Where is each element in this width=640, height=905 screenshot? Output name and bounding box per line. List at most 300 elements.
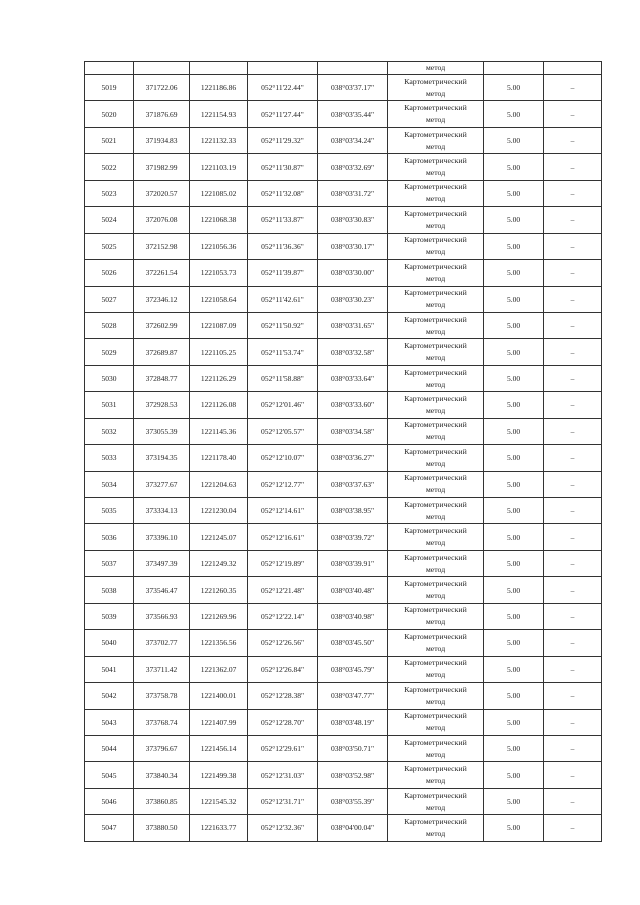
table-row — [85, 630, 602, 656]
cell-lon: 038°03'30.00" — [318, 260, 388, 286]
method-line2: метод — [425, 617, 446, 627]
cell-err: 5.00 — [484, 788, 544, 814]
table-row — [85, 603, 602, 629]
cell-y: 1221249.32 — [190, 550, 248, 576]
cell-id: 5039 — [85, 603, 134, 629]
cell-lat: 052°12'12.77" — [248, 471, 318, 497]
method-line1: Картометрический — [404, 393, 467, 403]
method-line2: метод — [425, 511, 446, 521]
cell-lon: 038°03'30.23" — [318, 286, 388, 312]
method-cell — [388, 577, 484, 603]
method-cell — [388, 524, 484, 550]
cell-lat: 052°11'53.74" — [248, 339, 318, 365]
cell-lat: 052°11'42.61" — [248, 286, 318, 312]
cell-x: 371982.99 — [134, 154, 190, 180]
cell-lon: 038°03'35.44" — [318, 101, 388, 127]
table-row — [85, 260, 602, 286]
cell-id: 5036 — [85, 524, 134, 550]
cell-x: 371722.06 — [134, 75, 190, 101]
cell-err: 5.00 — [484, 577, 544, 603]
method-cell — [388, 392, 484, 418]
cell-lon: 038°03'31.72" — [318, 180, 388, 206]
cell-x: 372602.99 — [134, 312, 190, 338]
method-line2: метод — [425, 247, 446, 257]
cell-lat: 052°12'10.07" — [248, 445, 318, 471]
table-row — [85, 524, 602, 550]
cell-err: 5.00 — [484, 392, 544, 418]
table-row — [85, 207, 602, 233]
cell-err: 5.00 — [484, 762, 544, 788]
cell-lon: 038°03'37.63" — [318, 471, 388, 497]
cell-err: 5.00 — [484, 154, 544, 180]
cell-lat: 052°12'16.61" — [248, 524, 318, 550]
method-line2: метод — [425, 802, 446, 812]
cell-y: 1221056.36 — [190, 233, 248, 259]
table-row — [85, 498, 602, 524]
cell-err: 5.00 — [484, 498, 544, 524]
method-line1: Картометрический — [404, 790, 467, 800]
cell-id: 5022 — [85, 154, 134, 180]
cell — [134, 62, 190, 75]
cell-x: 372020.57 — [134, 180, 190, 206]
cell-note: – — [544, 550, 602, 576]
method-line1: Картометрический — [404, 579, 467, 589]
table-row — [85, 101, 602, 127]
cell-lon: 038°03'34.24" — [318, 127, 388, 153]
cell-y: 1221126.08 — [190, 392, 248, 418]
method-line2: метод — [425, 141, 446, 151]
cell-lat: 052°11'22.44" — [248, 75, 318, 101]
cell-id: 5042 — [85, 683, 134, 709]
cell-lon: 038°03'40.48" — [318, 577, 388, 603]
cell-y: 1221154.93 — [190, 101, 248, 127]
cell-note: – — [544, 365, 602, 391]
cell-lon: 038°03'32.69" — [318, 154, 388, 180]
cell-lon: 038°03'33.64" — [318, 365, 388, 391]
cell-note: – — [544, 207, 602, 233]
cell-err: 5.00 — [484, 207, 544, 233]
cell-x: 373840.34 — [134, 762, 190, 788]
cell-lat: 052°11'27.44" — [248, 101, 318, 127]
method-cell — [388, 471, 484, 497]
method-cell — [388, 445, 484, 471]
cell-err: 5.00 — [484, 180, 544, 206]
method-line1: Картометрический — [404, 129, 467, 139]
cell-lon: 038°03'31.65" — [318, 312, 388, 338]
cell-note: – — [544, 392, 602, 418]
cell-y: 1221053.73 — [190, 260, 248, 286]
cell-id: 5038 — [85, 577, 134, 603]
cell-note: – — [544, 75, 602, 101]
method-cell — [388, 603, 484, 629]
table-row — [85, 683, 602, 709]
cell-lat: 052°12'01.46" — [248, 392, 318, 418]
cell-lat: 052°12'14.61" — [248, 498, 318, 524]
method-line1: Картометрический — [404, 552, 467, 562]
cell-lat: 052°11'36.36" — [248, 233, 318, 259]
cell-id: 5046 — [85, 788, 134, 814]
cell-x: 372689.87 — [134, 339, 190, 365]
cell-lat: 052°11'33.87" — [248, 207, 318, 233]
cell-y: 1221269.96 — [190, 603, 248, 629]
method-line2: метод — [425, 168, 446, 178]
table-row — [85, 75, 602, 101]
cell-id: 5044 — [85, 735, 134, 761]
cell-id: 5027 — [85, 286, 134, 312]
cell-err: 5.00 — [484, 630, 544, 656]
method-line1: Картометрический — [404, 208, 467, 218]
cell-id: 5035 — [85, 498, 134, 524]
table-row — [85, 312, 602, 338]
cell-y: 1221087.09 — [190, 312, 248, 338]
cell-lat: 052°11'50.92" — [248, 312, 318, 338]
method-line1: Картометрический — [404, 737, 467, 747]
cell-y: 1221204.63 — [190, 471, 248, 497]
table-row — [85, 180, 602, 206]
method-cell — [388, 630, 484, 656]
table-row — [85, 154, 602, 180]
cell-lat: 052°12'05.57" — [248, 418, 318, 444]
table-row — [85, 471, 602, 497]
method-line2: метод — [425, 485, 446, 495]
cell-id: 5024 — [85, 207, 134, 233]
method-line1: Картометрический — [404, 499, 467, 509]
method-line1: Картометрический — [404, 605, 467, 615]
cell-lat: 052°12'26.56" — [248, 630, 318, 656]
table-row — [85, 392, 602, 418]
method-line1: Картометрический — [404, 182, 467, 192]
cell-note: – — [544, 312, 602, 338]
cell-id: 5045 — [85, 762, 134, 788]
cell-lat: 052°12'19.89" — [248, 550, 318, 576]
method-line1: Картометрический — [404, 288, 467, 298]
cell-id: 5043 — [85, 709, 134, 735]
method-line1: Картометрический — [404, 156, 467, 166]
method-cell — [388, 101, 484, 127]
cell-id: 5030 — [85, 365, 134, 391]
cell-x: 372848.77 — [134, 365, 190, 391]
cell-err: 5.00 — [484, 286, 544, 312]
cell-id: 5047 — [85, 815, 134, 841]
cell-lat: 052°12'32.36" — [248, 815, 318, 841]
cell-lon: 038°03'32.58" — [318, 339, 388, 365]
cell-lat: 052°11'39.87" — [248, 260, 318, 286]
method-line1: Картометрический — [404, 631, 467, 641]
cell-id: 5033 — [85, 445, 134, 471]
cell-id: 5037 — [85, 550, 134, 576]
cell-y: 1221545.32 — [190, 788, 248, 814]
method-cell — [388, 75, 484, 101]
cell-err: 5.00 — [484, 471, 544, 497]
cell-y: 1221499.38 — [190, 762, 248, 788]
cell-x: 373702.77 — [134, 630, 190, 656]
method-line2: метод — [425, 379, 446, 389]
cell-lon: 038°03'50.71" — [318, 735, 388, 761]
cell-lon: 038°03'30.17" — [318, 233, 388, 259]
method-line1: Картометрический — [404, 367, 467, 377]
method-cell — [388, 815, 484, 841]
method-line2: метод — [425, 458, 446, 468]
cell — [484, 62, 544, 75]
method-line2: метод — [425, 326, 446, 336]
cell-x: 373277.67 — [134, 471, 190, 497]
cell-note: – — [544, 260, 602, 286]
method-cell — [388, 762, 484, 788]
cell-err: 5.00 — [484, 550, 544, 576]
method-cell — [388, 62, 484, 75]
cell-x: 372076.08 — [134, 207, 190, 233]
cell-lat: 052°11'30.87" — [248, 154, 318, 180]
method-line2: метод — [425, 63, 446, 72]
cell-err: 5.00 — [484, 127, 544, 153]
cell-note: – — [544, 154, 602, 180]
cell-note: – — [544, 656, 602, 682]
cell-err: 5.00 — [484, 312, 544, 338]
cell-y: 1221132.33 — [190, 127, 248, 153]
continued-row — [85, 62, 602, 75]
method-line2: метод — [425, 776, 446, 786]
method-cell — [388, 788, 484, 814]
table-row — [85, 656, 602, 682]
cell-lat: 052°11'29.32" — [248, 127, 318, 153]
method-line2: метод — [425, 591, 446, 601]
table-row — [85, 418, 602, 444]
cell-note: – — [544, 418, 602, 444]
cell-err: 5.00 — [484, 815, 544, 841]
cell-id: 5040 — [85, 630, 134, 656]
cell-note: – — [544, 630, 602, 656]
method-cell — [388, 312, 484, 338]
cell-lon: 038°03'48.19" — [318, 709, 388, 735]
cell-y: 1221633.77 — [190, 815, 248, 841]
cell-err: 5.00 — [484, 683, 544, 709]
cell-lat: 052°12'26.84" — [248, 656, 318, 682]
cell-lon: 038°03'55.39" — [318, 788, 388, 814]
cell-y: 1221145.36 — [190, 418, 248, 444]
method-cell — [388, 286, 484, 312]
cell-y: 1221260.35 — [190, 577, 248, 603]
table-row — [85, 735, 602, 761]
method-cell — [388, 498, 484, 524]
cell-err: 5.00 — [484, 339, 544, 365]
method-line2: метод — [425, 564, 446, 574]
method-line2: метод — [425, 723, 446, 733]
cell-lon: 038°03'52.98" — [318, 762, 388, 788]
method-cell — [388, 127, 484, 153]
cell-x: 371876.69 — [134, 101, 190, 127]
cell-id: 5029 — [85, 339, 134, 365]
cell-err: 5.00 — [484, 75, 544, 101]
cell-y: 1221400.01 — [190, 683, 248, 709]
method-line1: Картометрический — [404, 473, 467, 483]
cell-lon: 038°03'37.17" — [318, 75, 388, 101]
cell-lat: 052°12'22.14" — [248, 603, 318, 629]
cell-y: 1221126.29 — [190, 365, 248, 391]
cell-lon: 038°03'39.91" — [318, 550, 388, 576]
method-line2: метод — [425, 88, 446, 98]
cell-x: 373860.85 — [134, 788, 190, 814]
cell-x: 373497.39 — [134, 550, 190, 576]
cell-note: – — [544, 788, 602, 814]
table-row — [85, 286, 602, 312]
cell-id: 5025 — [85, 233, 134, 259]
method-line1: Картометрический — [404, 526, 467, 536]
table-row — [85, 577, 602, 603]
method-line1: Картометрический — [404, 103, 467, 113]
cell-err: 5.00 — [484, 418, 544, 444]
method-cell — [388, 550, 484, 576]
cell-id: 5019 — [85, 75, 134, 101]
method-cell — [388, 418, 484, 444]
cell — [248, 62, 318, 75]
method-cell — [388, 735, 484, 761]
method-line2: метод — [425, 194, 446, 204]
cell-note: – — [544, 498, 602, 524]
cell-lat: 052°12'21.48" — [248, 577, 318, 603]
method-cell — [388, 260, 484, 286]
table-row — [85, 788, 602, 814]
cell-lon: 038°03'38.95" — [318, 498, 388, 524]
cell-y: 1221230.04 — [190, 498, 248, 524]
cell-id: 5041 — [85, 656, 134, 682]
cell-y: 1221068.38 — [190, 207, 248, 233]
cell-y: 1221407.99 — [190, 709, 248, 735]
cell-y: 1221178.40 — [190, 445, 248, 471]
cell-err: 5.00 — [484, 233, 544, 259]
method-line1: Картометрический — [404, 341, 467, 351]
method-line2: метод — [425, 643, 446, 653]
table-body — [85, 62, 602, 842]
method-cell — [388, 207, 484, 233]
method-line1: Картометрический — [404, 711, 467, 721]
cell-id: 5026 — [85, 260, 134, 286]
method-cell — [388, 365, 484, 391]
method-line2: метод — [425, 273, 446, 283]
cell-id: 5032 — [85, 418, 134, 444]
method-line1: Картометрический — [404, 261, 467, 271]
cell-x: 373396.10 — [134, 524, 190, 550]
method-line1: Картометрический — [404, 764, 467, 774]
method-cell — [388, 656, 484, 682]
method-line2: метод — [425, 220, 446, 230]
cell-y: 1221456.14 — [190, 735, 248, 761]
table-row — [85, 709, 602, 735]
method-cell — [388, 154, 484, 180]
cell-lon: 038°03'45.79" — [318, 656, 388, 682]
cell-y: 1221245.07 — [190, 524, 248, 550]
cell-note: – — [544, 762, 602, 788]
cell-x: 372261.54 — [134, 260, 190, 286]
cell-x: 373768.74 — [134, 709, 190, 735]
method-line1: Картометрический — [404, 446, 467, 456]
cell-x: 373566.93 — [134, 603, 190, 629]
cell-note: – — [544, 339, 602, 365]
table-row — [85, 233, 602, 259]
table-row — [85, 339, 602, 365]
method-line1: Картометрический — [404, 420, 467, 430]
method-line2: метод — [425, 300, 446, 310]
cell-lon: 038°04'00.04" — [318, 815, 388, 841]
cell-note: – — [544, 101, 602, 127]
cell-lon: 038°03'30.83" — [318, 207, 388, 233]
cell-err: 5.00 — [484, 445, 544, 471]
method-line1: Картометрический — [404, 76, 467, 86]
coordinates-table-page — [84, 61, 602, 842]
cell-id: 5021 — [85, 127, 134, 153]
method-line2: метод — [425, 670, 446, 680]
cell-note: – — [544, 709, 602, 735]
table-row — [85, 762, 602, 788]
table-row — [85, 365, 602, 391]
coordinates-table — [84, 61, 602, 842]
cell-lon: 038°03'39.72" — [318, 524, 388, 550]
cell-err: 5.00 — [484, 735, 544, 761]
cell-x: 373194.35 — [134, 445, 190, 471]
cell-err: 5.00 — [484, 656, 544, 682]
cell-note: – — [544, 524, 602, 550]
method-line2: метод — [425, 828, 446, 838]
cell-x: 373711.42 — [134, 656, 190, 682]
cell-x: 373758.78 — [134, 683, 190, 709]
method-line2: метод — [425, 432, 446, 442]
cell-x: 373880.50 — [134, 815, 190, 841]
cell-x: 373796.67 — [134, 735, 190, 761]
cell-note: – — [544, 577, 602, 603]
cell-err: 5.00 — [484, 603, 544, 629]
table-row — [85, 815, 602, 841]
cell-y: 1221186.86 — [190, 75, 248, 101]
cell-note: – — [544, 127, 602, 153]
cell-lat: 052°12'28.38" — [248, 683, 318, 709]
cell-err: 5.00 — [484, 524, 544, 550]
method-line2: метод — [425, 696, 446, 706]
cell-note: – — [544, 180, 602, 206]
cell-x: 373334.13 — [134, 498, 190, 524]
cell-note: – — [544, 233, 602, 259]
cell-lon: 038°03'45.50" — [318, 630, 388, 656]
method-line1: Картометрический — [404, 684, 467, 694]
cell-id: 5020 — [85, 101, 134, 127]
method-cell — [388, 233, 484, 259]
method-line2: метод — [425, 353, 446, 363]
table-row — [85, 550, 602, 576]
cell-lon: 038°03'47.77" — [318, 683, 388, 709]
cell-lat: 052°12'31.03" — [248, 762, 318, 788]
cell-y: 1221362.07 — [190, 656, 248, 682]
cell-id: 5031 — [85, 392, 134, 418]
cell-note: – — [544, 286, 602, 312]
cell-x: 372928.53 — [134, 392, 190, 418]
cell-err: 5.00 — [484, 365, 544, 391]
table-row — [85, 445, 602, 471]
cell-lon: 038°03'40.98" — [318, 603, 388, 629]
cell-x: 372346.12 — [134, 286, 190, 312]
method-line1: Картометрический — [404, 658, 467, 668]
cell — [85, 62, 134, 75]
method-cell — [388, 339, 484, 365]
cell-x: 373055.39 — [134, 418, 190, 444]
cell-id: 5028 — [85, 312, 134, 338]
method-line2: метод — [425, 538, 446, 548]
cell-y: 1221058.64 — [190, 286, 248, 312]
method-line2: метод — [425, 405, 446, 415]
cell-lat: 052°11'32.08" — [248, 180, 318, 206]
cell-note: – — [544, 683, 602, 709]
method-cell — [388, 180, 484, 206]
method-line2: метод — [425, 115, 446, 125]
method-line1: Картометрический — [404, 314, 467, 324]
cell — [544, 62, 602, 75]
